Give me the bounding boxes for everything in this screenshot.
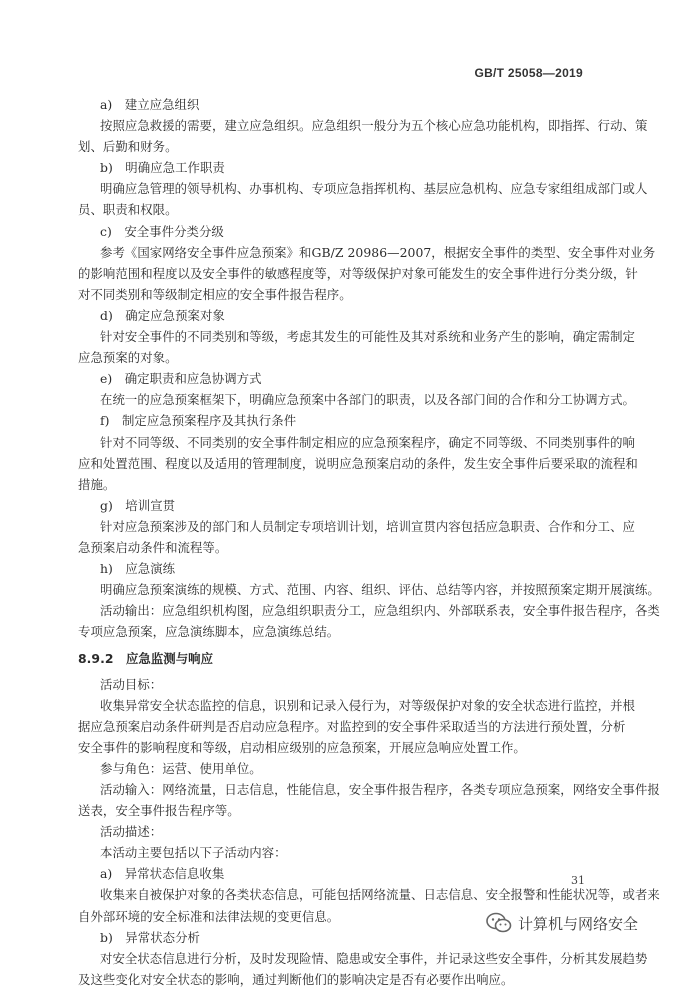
paragraph-line: 活动描述： <box>100 824 163 840</box>
paragraph-line: 专项应急预案，应急演练脚本，应急演练总结。 <box>78 624 340 640</box>
list-item-heading: g) 培训宣贯 <box>100 497 176 513</box>
paragraph-line: 针对不同等级、不同类别的安全事件制定相应的应急预案程序，确定不同等级、不同类别事件的响 <box>100 434 635 450</box>
list-item-heading: b) 异常状态分析 <box>100 929 200 945</box>
paragraph-line: 急预案启动条件和流程等。 <box>78 539 228 555</box>
list-item-heading: a) 异常状态信息收集 <box>100 866 225 882</box>
paragraph-line: 按照应急救援的需要，建立应急组织。应急组织一般分为五个核心应急功能机构，即指挥、行动、策 <box>100 118 648 134</box>
standard-header: GB/T 25058—2019 <box>474 66 583 80</box>
paragraph-line: 活动目标： <box>100 676 163 692</box>
paragraph-line: 针对安全事件的不同类别和等级，考虑其发生的可能性及其对系统和业务产生的影响，确定需制定 <box>100 329 635 345</box>
page-number: 31 <box>571 874 585 887</box>
paragraph-line: 参考《国家网络安全事件应急预案》和GB/Z 20986—2007，根据安全事件的类型、安全事件对业务 <box>100 244 656 260</box>
paragraph-line: 措施。 <box>78 476 116 492</box>
paragraph-line: 安全事件的影响程度和等级，启动相应级别的应急预案，开展应急响应处置工作。 <box>78 739 526 755</box>
list-item-heading: f) 制定应急预案程序及其执行条件 <box>100 413 297 429</box>
paragraph-line: 明确应急预案演练的规模、方式、范围、内容、组织、评估、总结等内容，并按照预案定期开展演练。 <box>100 582 660 598</box>
paragraph-line: 划、后勤和财务。 <box>78 139 178 155</box>
paragraph-line: 收集来自被保护对象的各类状态信息，可能包括网络流量、日志信息、安全报警和性能状况等，或者来 <box>100 887 660 903</box>
paragraph-line: 据应急预案启动条件研判是否启动应急程序。对监控到的安全事件采取适当的方法进行预处置，分析 <box>78 718 626 734</box>
paragraph-line: 活动输出：应急组织机构图，应急组织职责分工，应急组织内、外部联系表，安全事件报告程序，各类 <box>100 603 660 619</box>
list-item-heading: c) 安全事件分类分级 <box>100 223 224 239</box>
page-content <box>78 94 660 990</box>
paragraph-line: 参与角色：运营、使用单位。 <box>100 760 262 776</box>
paragraph-line: 收集异常安全状态监控的信息，识别和记录入侵行为，对等级保护对象的安全状态进行监控，并根 <box>100 697 635 713</box>
watermark-text: 计算机与网络安全 <box>518 914 639 933</box>
paragraph-line: 明确应急管理的领导机构、办事机构、专项应急指挥机构、基层应急机构、应急专家组组成部门或人 <box>100 181 648 197</box>
wechat-icon <box>486 912 512 934</box>
watermark <box>486 912 638 934</box>
paragraph-line: 自外部环境的安全标准和法律法规的变更信息。 <box>78 908 340 924</box>
paragraph-line: 的影响范围和程度以及安全事件的敏感程度等，对等级保护对象可能发生的安全事件进行分类分级，针 <box>78 265 638 281</box>
paragraph-line: 在统一的应急预案框架下，明确应急预案中各部门的职责，以及各部门间的合作和分工协调方式。 <box>100 392 635 408</box>
paragraph-line: 对不同类别和等级制定相应的安全事件报告程序。 <box>78 286 352 302</box>
paragraph-line: 及这些变化对安全状态的影响，通过判断他们的影响决定是否有必要作出响应。 <box>78 971 514 987</box>
list-item-heading: d) 确定应急预案对象 <box>100 307 225 323</box>
paragraph-line: 应急预案的对象。 <box>78 350 178 366</box>
list-item-heading: e) 确定职责和应急协调方式 <box>100 371 262 387</box>
paragraph-line: 针对应急预案涉及的部门和人员制定专项培训计划，培训宣贯内容包括应急职责、合作和分工、应 <box>100 518 635 534</box>
paragraph-line: 本活动主要包括以下子活动内容： <box>100 845 287 861</box>
list-item-heading: a) 建立应急组织 <box>100 97 200 112</box>
list-item-heading: h) 应急演练 <box>100 561 176 577</box>
paragraph-line: 送表，安全事件报告程序等。 <box>78 803 240 819</box>
section-heading: 8.9.2 应急监测与响应 <box>78 651 214 667</box>
list-item-heading: b) 明确应急工作职责 <box>100 160 225 176</box>
paragraph-line: 活动输入：网络流量，日志信息，性能信息，安全事件报告程序，各类专项应急预案，网络安全事件报 <box>100 782 660 797</box>
paragraph-line: 对安全状态信息进行分析，及时发现险情、隐患或安全事件，并记录这些安全事件，分析其发展趋势 <box>100 950 648 966</box>
paragraph-line: 应和处置范围、程度以及适用的管理制度，说明应急预案启动的条件，发生安全事件后要采取的流程和 <box>78 455 638 471</box>
paragraph-line: 员、职责和权限。 <box>78 202 178 218</box>
